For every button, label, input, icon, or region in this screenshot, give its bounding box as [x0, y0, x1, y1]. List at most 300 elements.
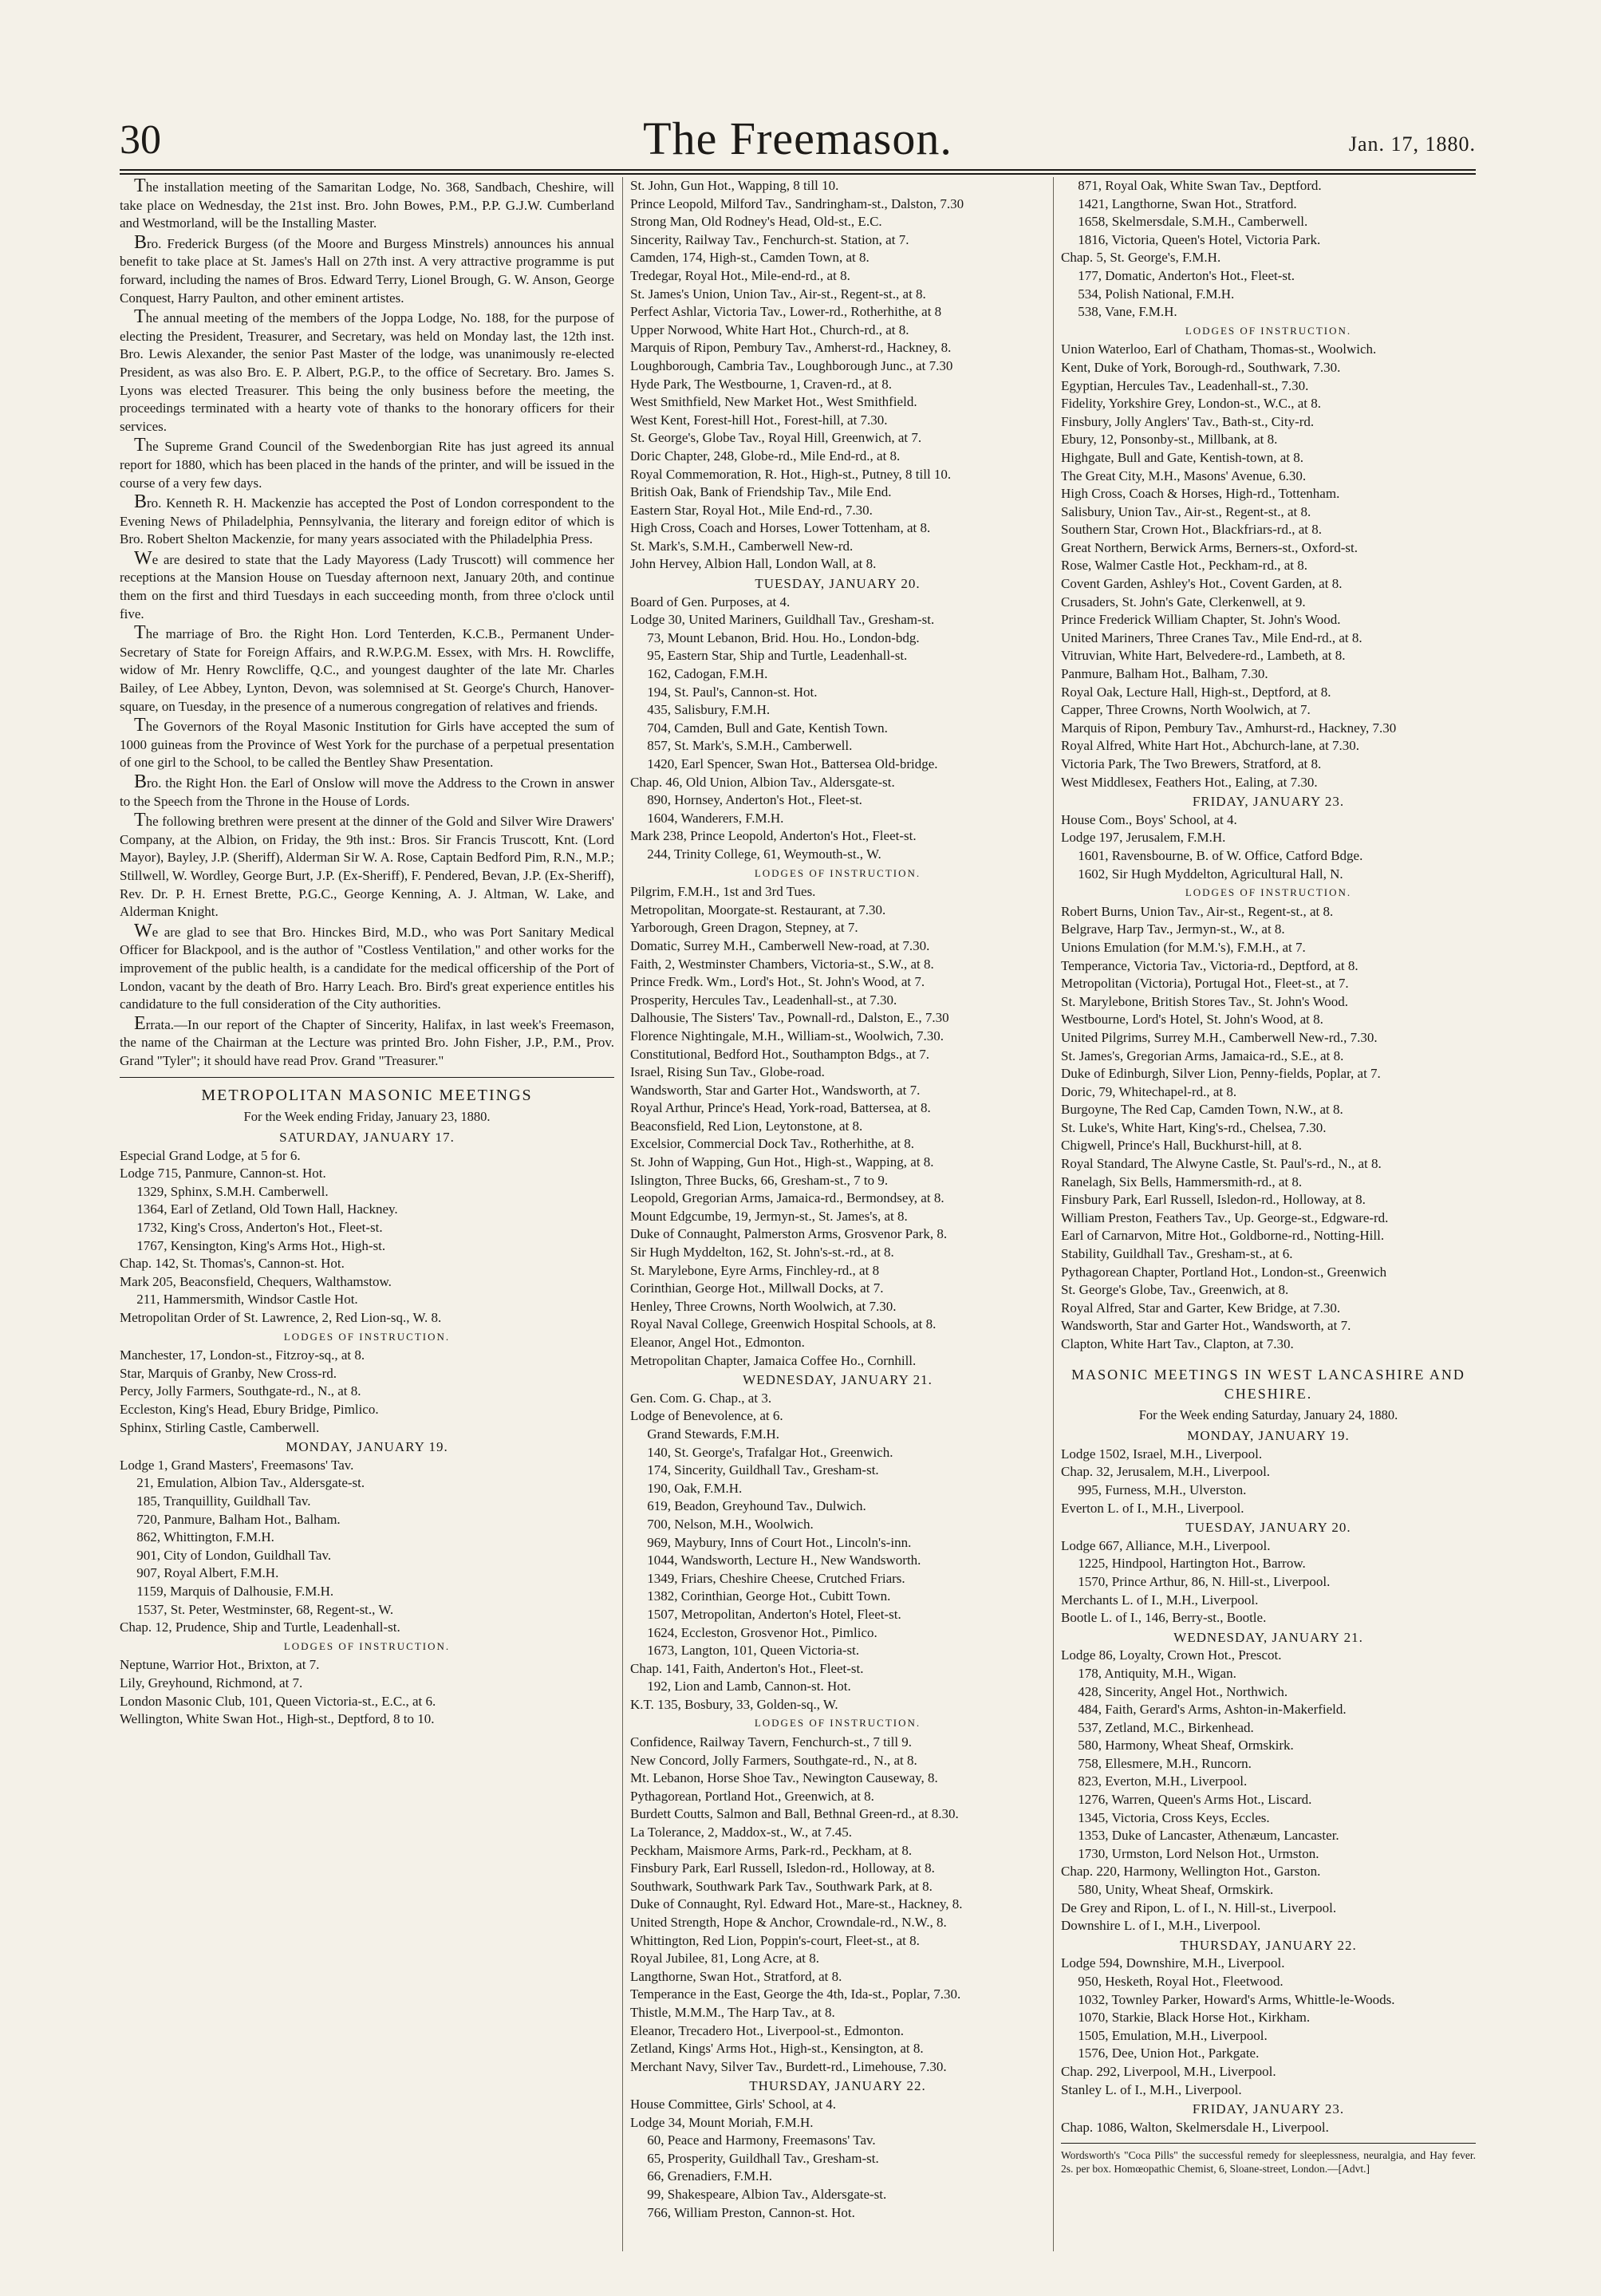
meeting-entry: Chigwell, Prince's Hall, Buckhurst-hill, at 8. [1061, 1138, 1302, 1154]
meeting-entry: Hyde Park, The Westbourne, 1, Craven-rd., at 8. [630, 376, 893, 392]
meeting-entry: 1032, Townley Parker, Howard's Arms, Whittle-le-Woods. [1061, 1991, 1395, 2007]
meeting-entry: Metropolitan Order of St. Lawrence, 2, Red Lion-sq., W. 8. [120, 1310, 442, 1326]
meeting-entry: 704, Camden, Bull and Gate, Kentish Town. [630, 720, 888, 736]
day-heading: SATURDAY, JANUARY 17. [279, 1130, 455, 1146]
meeting-entry: St. Marylebone, British Stores Tav., St. John's Wood. [1061, 993, 1349, 1009]
meeting-entry: Wandsworth, Star and Garter Hot., Wandsworth, at 7. [1061, 1318, 1351, 1334]
column-3 [1061, 177, 1476, 2283]
meeting-entry: 1604, Wanderers, F.M.H. [630, 810, 784, 826]
meeting-entry: Thistle, M.M.M., The Harp Tav., at 8. [630, 2004, 835, 2020]
meeting-list [1061, 177, 1476, 322]
meeting-entry: Robert Burns, Union Tav., Air-st., Regent-st., at 8. [1061, 903, 1334, 919]
meeting-entry: Duke of Connaught, Palmerston Arms, Grosvenor Park, 8. [630, 1226, 948, 1242]
meeting-entry: Prince Leopold, Milford Tav., Sandringham-st., Dalston, 7.30 [630, 195, 964, 211]
meeting-list [630, 1734, 1045, 2076]
news-paragraph: The Governors of the Royal Masonic Institution for Girls have accepted the sum of 1000 guineas from the Province of West York for the purchase of a perpetual presentation of one girl to the School, to be called the Bentley Shaw Presentation. [120, 715, 614, 771]
day-heading: THURSDAY, JANUARY 22. [749, 2078, 926, 2094]
meeting-entry: Lodge of Benevolence, at 6. [630, 1408, 783, 1424]
meeting-entry: Zetland, Kings' Arms Hot., High-st., Kensington, at 8. [630, 2041, 924, 2057]
meeting-entry: 871, Royal Oak, White Swan Tav., Deptford. [1061, 178, 1322, 193]
meeting-entry: The Great City, M.H., Masons' Avenue, 6.30. [1061, 467, 1307, 483]
meeting-entry: 1276, Warren, Queen's Arms Hot., Liscard. [1061, 1792, 1312, 1808]
meeting-entry: Yarborough, Green Dragon, Stepney, at 7. [630, 920, 858, 936]
meeting-entry: St. George's Globe, Tav., Greenwich, at 8. [1061, 1282, 1289, 1298]
meeting-entry: New Concord, Jolly Farmers, Southgate-rd., N., at 8. [630, 1752, 917, 1768]
header-rule [120, 169, 1476, 171]
meeting-entry: Mount Edgcumbe, 19, Jermyn-st., St. James's, at 8. [630, 1208, 908, 1224]
meeting-entry: Whittington, Red Lion, Poppin's-court, Fleet-st., at 8. [630, 1932, 920, 1948]
loi-heading: LODGES OF INSTRUCTION. [1185, 324, 1352, 337]
meeting-entry: Faith, 2, Westminster Chambers, Victoria-st., S.W., at 8. [630, 956, 934, 972]
masthead [120, 112, 1476, 168]
meeting-entry: 1382, Corinthian, George Hot., Cubitt Town. [630, 1588, 891, 1604]
news-paragraph: The Supreme Grand Council of the Swedenborgian Rite has just agreed its annual report for 1880, which has been placed in the hands of the printer, and will be issued in the course of a very few days. [120, 435, 614, 491]
meeting-entry: London Masonic Club, 101, Queen Victoria-st., E.C., at 6. [120, 1693, 436, 1709]
meeting-entry: Southern Star, Crown Hot., Blackfriars-rd., at 8. [1061, 522, 1322, 538]
meeting-entry: Lodge 715, Panmure, Cannon-st. Hot. [120, 1166, 326, 1182]
meeting-entry: 1364, Earl of Zetland, Old Town Hall, Hackney. [120, 1201, 398, 1217]
meeting-entry: St. John of Wapping, Gun Hot., High-st., Wapping, at 8. [630, 1154, 934, 1170]
meeting-entry: Chap. 5, St. George's, F.M.H. [1061, 250, 1221, 266]
day-heading: WEDNESDAY, JANUARY 21. [1173, 1629, 1363, 1645]
meeting-entry: 907, Royal Albert, F.M.H. [120, 1565, 279, 1581]
column-1 [120, 177, 614, 2283]
meeting-entry: Henley, Three Crowns, North Woolwich, at 7.30. [630, 1298, 897, 1314]
meeting-entry: St. George's, Globe Tav., Royal Hill, Greenwich, at 7. [630, 430, 922, 446]
meeting-entry: Perfect Ashlar, Victoria Tav., Lower-rd., Rotherhithe, at 8 [630, 304, 942, 320]
meeting-entry: Merchant Navy, Silver Tav., Burdett-rd., Limehouse, 7.30. [630, 2058, 947, 2074]
meeting-entry: Chap. 32, Jerusalem, M.H., Liverpool. [1061, 1464, 1271, 1480]
meeting-entry: 185, Tranquillity, Guildhall Tav. [120, 1493, 311, 1509]
meeting-entry: Ebury, 12, Ponsonby-st., Millbank, at 8. [1061, 432, 1278, 448]
meeting-entry: 192, Lion and Lamb, Cannon-st. Hot. [630, 1679, 851, 1694]
news-paragraph: We are glad to see that Bro. Hinckes Bird, M.D., who was Port Sanitary Medical Officer for Blackpool, and is the author of "Costless Ventilation," and other works for the improvement of the public health, is a candidate for the medical officership of the Port of London, vacant by the death of Bro. Harry Leach. Bro. Bird's great experience entitles his candidature to the full consideration of the City authorities. [120, 920, 614, 1012]
meeting-entry: 857, St. Mark's, S.M.H., Camberwell. [630, 738, 853, 754]
header-rule-thin [120, 173, 1476, 175]
meeting-entry: 950, Hesketh, Royal Hot., Fleetwood. [1061, 1974, 1284, 1989]
day-heading: FRIDAY, JANUARY 23. [1192, 794, 1345, 810]
meeting-entry: Marquis of Ripon, Pembury Tav., Amhurst-rd., Hackney, 7.30 [1061, 720, 1397, 736]
meeting-list [120, 1457, 614, 1637]
meeting-entry: 1159, Marquis of Dalhousie, F.M.H. [120, 1583, 334, 1599]
meeting-entry: Royal Naval College, Greenwich Hospital Schools, at 8. [630, 1316, 937, 1332]
loi-heading: LODGES OF INSTRUCTION. [754, 866, 921, 879]
meeting-entry: 1420, Earl Spencer, Swan Hot., Battersea Old-bridge. [630, 756, 938, 771]
day-heading: MONDAY, JANUARY 19. [286, 1439, 448, 1455]
meeting-entry: Stanley L. of I., M.H., Liverpool. [1061, 2081, 1242, 2097]
meeting-entry: 619, Beadon, Greyhound Tav., Dulwich. [630, 1498, 866, 1514]
meeting-entry: High Cross, Coach & Horses, High-rd., Tottenham. [1061, 486, 1340, 502]
meeting-entry: 1345, Victoria, Cross Keys, Eccles. [1061, 1809, 1270, 1825]
meeting-entry: 1353, Duke of Lancaster, Athenæum, Lancaster. [1061, 1828, 1339, 1844]
meeting-entry: Confidence, Railway Tavern, Fenchurch-st., 7 till 9. [630, 1734, 913, 1750]
meeting-entry: Duke of Edinburgh, Silver Lion, Penny-fields, Poplar, at 7. [1061, 1066, 1381, 1082]
newspaper-title: The Freemason. [643, 112, 952, 164]
meeting-entry: Clapton, White Hart Tav., Clapton, at 7.30. [1061, 1336, 1294, 1351]
meeting-entry: Lodge 1502, Israel, M.H., Liverpool. [1061, 1446, 1263, 1462]
meeting-entry: 580, Unity, Wheat Sheaf, Ormskirk. [1061, 1882, 1274, 1898]
news-paragraph: We are desired to state that the Lady Mayoress (Lady Truscott) will commence her receptions at the Mansion House on Tuesday afternoon next, January 20th, and continue them on the first and third Tuesdays in each succeeding month, from three o'clock until five. [120, 547, 614, 621]
meeting-entry: Prince Frederick William Chapter, St. John's Wood. [1061, 612, 1341, 628]
meeting-entry: 823, Everton, M.H., Liverpool. [1061, 1773, 1248, 1789]
meeting-entry: 1624, Eccleston, Grosvenor Hot., Pimlico. [630, 1624, 877, 1640]
day-heading: MONDAY, JANUARY 19. [1187, 1428, 1350, 1444]
meeting-entry: Corinthian, George Hot., Millwall Docks, at 7. [630, 1280, 884, 1296]
meeting-entry: Lodge 1, Grand Masters', Freemasons' Tav. [120, 1457, 354, 1473]
meeting-entry: Capper, Three Crowns, North Woolwich, at 7. [1061, 702, 1311, 718]
meeting-entry: Temperance, Victoria Tav., Victoria-rd., Deptford, at 8. [1061, 957, 1358, 973]
meeting-entry: 428, Sincerity, Angel Hot., Northwich. [1061, 1683, 1288, 1699]
meeting-entry: 162, Cadogan, F.M.H. [630, 666, 768, 682]
meeting-entry: Duke of Connaught, Ryl. Edward Hot., Mare-st., Hackney, 8. [630, 1896, 963, 1912]
news-paragraph: Bro. the Right Hon. the Earl of Onslow will move the Address to the Crown in answer to the Speech from the Throne in the House of Lords. [120, 771, 614, 809]
meeting-entry: Excelsior, Commercial Dock Tav., Rotherhithe, at 8. [630, 1136, 914, 1152]
meeting-entry: 1421, Langthorne, Swan Hot., Stratford. [1061, 195, 1297, 211]
meeting-entry: 995, Furness, M.H., Ulverston. [1061, 1481, 1247, 1497]
meeting-entry: 1816, Victoria, Queen's Hotel, Victoria Park. [1061, 231, 1321, 247]
column-divider [622, 177, 623, 2251]
meeting-entry: Wandsworth, Star and Garter Hot., Wandsworth, at 7. [630, 1082, 921, 1098]
meeting-entry: 1601, Ravensbourne, B. of W. Office, Catford Bdge. [1061, 847, 1363, 863]
news-paragraph: The installation meeting of the Samaritan Lodge, No. 368, Sandbach, Cheshire, will take place on Wednesday, the 21st inst. Bro. John Bowes, P.M., P.P. G.J.W. Cumberland and Westmorland, will be the Installing Master. [120, 177, 614, 231]
meeting-entry: Dalhousie, The Sisters' Tav., Pownall-rd., Dalston, E., 7.30 [630, 1010, 949, 1026]
meeting-entry: Kent, Duke of York, Borough-rd., Southwark, 7.30. [1061, 359, 1341, 375]
news-paragraph: The following brethren were present at the dinner of the Gold and Silver Wire Drawers' Company, at the Albion, on Friday, the 9th inst.: Bros. Sir Francis Truscott, Knt. (Lord Mayor), Bayley, J.P. (Sheriff), Alderman Sir W. A. Rose, Captain Bedford Pim, R.N., M.P.; Stillwell, W. Wordley, George Burt, J.P. (Ex-Sheriff), F. Pendered, Bevan, J.P. (Ex-Sheriff), Rev. Dr. P. H. Ernest Brette, P.G.C., George Kenning, A. J. Altman, W. Lake, and Alderman Knight. [120, 810, 614, 920]
meeting-entry: Mark 238, Prince Leopold, Anderton's Hot., Fleet-st. [630, 828, 917, 844]
meeting-entry: St. Luke's, White Hart, King's-rd., Chelsea, 7.30. [1061, 1119, 1327, 1135]
meeting-entry: Lodge 197, Jerusalem, F.M.H. [1061, 830, 1226, 846]
issue-date: Jan. 17, 1880. [1348, 132, 1476, 156]
page-number: 30 [120, 117, 161, 163]
meeting-entry: Belgrave, Harp Tav., Jermyn-st., W., at 8. [1061, 921, 1285, 937]
meeting-entry: Royal Standard, The Alwyne Castle, St. Paul's-rd., N., at 8. [1061, 1156, 1382, 1172]
meeting-entry: Ranelagh, Six Bells, Hammersmith-rd., at 8. [1061, 1174, 1303, 1189]
meeting-entry: 1505, Emulation, M.H., Liverpool. [1061, 2027, 1268, 2043]
meeting-entry: Doric, 79, Whitechapel-rd., at 8. [1061, 1083, 1237, 1099]
meeting-entry: Leopold, Gregorian Arms, Jamaica-rd., Bermondsey, at 8. [630, 1190, 944, 1206]
day-heading: WEDNESDAY, JANUARY 21. [743, 1372, 933, 1388]
meeting-entry: Mark 205, Beaconsfield, Chequers, Walthamstow. [120, 1273, 392, 1289]
meeting-entry: St. Mark's, S.M.H., Camberwell New-rd. [630, 538, 854, 554]
meeting-list [630, 594, 1045, 864]
meeting-entry: 720, Panmure, Balham Hot., Balham. [120, 1511, 341, 1527]
meeting-entry: Finsbury, Jolly Anglers' Tav., Bath-st., City-rd. [1061, 413, 1315, 429]
section-subtitle: For the Week ending Friday, January 23, 1880. [243, 1108, 491, 1124]
meeting-entry: Metropolitan (Victoria), Portugal Hot., Fleet-st., at 7. [1061, 976, 1349, 992]
meeting-entry: 73, Mount Lebanon, Brid. Hou. Ho., London-bdg. [630, 629, 920, 645]
meeting-entry: 211, Hammersmith, Windsor Castle Hot. [120, 1292, 358, 1308]
news-paragraphs [120, 177, 614, 1071]
meeting-entry: Eccleston, King's Head, Ebury Bridge, Pimlico. [120, 1402, 379, 1417]
meeting-entry: Star, Marquis of Granby, New Cross-rd. [120, 1365, 337, 1381]
meeting-entry: 766, William Preston, Cannon-st. Hot. [630, 2204, 855, 2220]
meeting-entry: Israel, Rising Sun Tav., Globe-road. [630, 1064, 825, 1080]
meeting-entry: Gen. Com. G. Chap., at 3. [630, 1390, 772, 1406]
meeting-list [1061, 1537, 1476, 1627]
meeting-entry: Strong Man, Old Rodney's Head, Old-st., E.C. [630, 214, 882, 230]
meeting-entry: Prince Fredk. Wm., Lord's Hot., St. John's Wood, at 7. [630, 974, 925, 990]
meeting-entry: 21, Emulation, Albion Tav., Aldersgate-st. [120, 1475, 365, 1491]
meeting-entry: Sincerity, Railway Tav., Fenchurch-st. Station, at 7. [630, 231, 909, 247]
day-heading: FRIDAY, JANUARY 23. [1192, 2101, 1345, 2117]
meeting-entry: Eastern Star, Royal Hot., Mile End-rd., 7.30. [630, 502, 873, 518]
loi-heading: LODGES OF INSTRUCTION. [1185, 886, 1352, 899]
meeting-entry: West Smithfield, New Market Hot., West Smithfield. [630, 394, 917, 410]
meeting-entry: 537, Zetland, M.C., Birkenhead. [1061, 1719, 1254, 1735]
meeting-entry: Bootle L. of I., 146, Berry-st., Bootle. [1061, 1610, 1267, 1626]
meeting-entry: Vitruvian, White Hart, Belvedere-rd., Lambeth, at 8. [1061, 648, 1346, 664]
meeting-entry: St. John, Gun Hot., Wapping, 8 till 10. [630, 178, 839, 193]
meeting-entry: Wellington, White Swan Hot., High-st., Deptford, 8 to 10. [120, 1711, 435, 1727]
meeting-entry: Percy, Jolly Farmers, Southgate-rd., N., at 8. [120, 1383, 361, 1399]
meeting-entry: 1044, Wandsworth, Lecture H., New Wandsworth. [630, 1552, 921, 1568]
meeting-entry: British Oak, Bank of Friendship Tav., Mile End. [630, 484, 892, 500]
meeting-entry: Prosperity, Hercules Tav., Leadenhall-st., at 7.30. [630, 992, 897, 1008]
loi-heading: LODGES OF INSTRUCTION. [754, 1717, 921, 1730]
section-title: MASONIC MEETINGS IN WEST LANCASHIRE AND CHESHIRE. [1071, 1366, 1465, 1402]
meeting-entry: Board of Gen. Purposes, at 4. [630, 594, 791, 610]
meeting-list [630, 1390, 1045, 1714]
loi-heading: LODGES OF INSTRUCTION. [283, 1639, 451, 1652]
news-paragraph: Bro. Frederick Burgess (of the Moore and Burgess Minstrels) announces his annual benefit to take place at St. James's Hall on 27th inst. A very attractive programme is put forward, including the names of Bros. Edward Terry, Lionel Brough, G. W. Anson, George Conquest, Harry Paulton, and other eminent artistes. [120, 231, 614, 306]
meeting-list [120, 1656, 614, 1728]
meeting-entry: 435, Salisbury, F.M.H. [630, 702, 771, 718]
meeting-entry: Royal Alfred, White Hart Hot., Abchurch-lane, at 7.30. [1061, 738, 1360, 754]
meeting-entry: Peckham, Maismore Arms, Park-rd., Peckham, at 8. [630, 1842, 913, 1858]
meeting-entry: 1349, Friars, Cheshire Cheese, Crutched Friars. [630, 1570, 905, 1586]
meeting-entry: United Pilgrims, Surrey M.H., Camberwell New-rd., 7.30. [1061, 1029, 1378, 1045]
meeting-entry: William Preston, Feathers Tav., Up. George-st., Edgware-rd. [1061, 1209, 1389, 1225]
meeting-entry: Crusaders, St. John's Gate, Clerkenwell, at 9. [1061, 594, 1306, 610]
meeting-entry: Royal Jubilee, 81, Long Acre, at 8. [630, 1951, 820, 1967]
meeting-entry: 1507, Metropolitan, Anderton's Hotel, Fleet-st. [630, 1606, 901, 1622]
meeting-entry: Royal Arthur, Prince's Head, York-road, Battersea, at 8. [630, 1100, 931, 1116]
meeting-entry: 1730, Urmston, Lord Nelson Hot., Urmston. [1061, 1845, 1319, 1861]
meeting-entry: Westbourne, Lord's Hotel, St. John's Wood, at 8. [1061, 1012, 1323, 1028]
meeting-entry: Rose, Walmer Castle Hot., Peckham-rd., at 8. [1061, 558, 1307, 574]
meeting-entry: Lily, Greyhound, Richmond, at 7. [120, 1675, 303, 1690]
meeting-entry: St. Marylebone, Eyre Arms, Finchley-rd., at 8 [630, 1262, 880, 1278]
meeting-list [1061, 1647, 1476, 1935]
meeting-entry: 1732, King's Cross, Anderton's Hot., Fleet-st. [120, 1220, 383, 1236]
meeting-entry: Florence Nightingale, M.H., William-st., Woolwich, 7.30. [630, 1028, 944, 1043]
meeting-entry: Downshire L. of I., M.H., Liverpool. [1061, 1918, 1261, 1934]
meeting-list [1061, 903, 1476, 1354]
meeting-entry: Finsbury Park, Earl Russell, Isledon-rd., Holloway, at 8. [630, 1860, 935, 1876]
day-heading: THURSDAY, JANUARY 22. [1180, 1937, 1357, 1953]
section-title: METROPOLITAN MASONIC MEETINGS [201, 1086, 533, 1104]
meeting-entry: 178, Antiquity, M.H., Wigan. [1061, 1665, 1236, 1681]
meeting-entry: Islington, Three Bucks, 66, Gresham-st., 7 to 9. [630, 1172, 889, 1188]
section-rule [120, 1077, 614, 1078]
meeting-entry: Chap. 142, St. Thomas's, Cannon-st. Hot. [120, 1256, 345, 1272]
meeting-entry: Finsbury Park, Earl Russell, Isledon-rd., Holloway, at 8. [1061, 1192, 1366, 1208]
meeting-entry: 901, City of London, Guildhall Tav. [120, 1547, 332, 1563]
meeting-list [1061, 341, 1476, 791]
meeting-entry: Covent Garden, Ashley's Hot., Covent Garden, at 8. [1061, 576, 1343, 592]
meeting-entry: Victoria Park, The Two Brewers, Stratford, at 8. [1061, 756, 1322, 771]
meeting-entry: 1570, Prince Arthur, 86, N. Hill-st., Liverpool. [1061, 1573, 1331, 1589]
meeting-entry: La Tolerance, 2, Maddox-st., W., at 7.45. [630, 1825, 852, 1840]
meeting-entry: Upper Norwood, White Hart Hot., Church-rd., at 8. [630, 322, 909, 337]
meeting-entry: Metropolitan Chapter, Jamaica Coffee Ho., Cornhill. [630, 1352, 917, 1368]
meeting-list [1061, 1955, 1476, 2099]
meeting-entry: Fidelity, Yorkshire Grey, London-st., W.C., at 8. [1061, 396, 1321, 412]
meeting-entry: Southwark, Southwark Park Tav., Southwark Park, at 8. [630, 1878, 933, 1894]
section-subtitle: For the Week ending Saturday, January 24, 1880. [1138, 1406, 1398, 1422]
meeting-entry: Chap. 46, Old Union, Albion Tav., Aldersgate-st. [630, 774, 895, 790]
meeting-entry: 1070, Starkie, Black Horse Hot., Kirkham. [1061, 2010, 1311, 2026]
meeting-entry: Doric Chapter, 248, Globe-rd., Mile End-rd., at 8. [630, 448, 901, 464]
news-paragraph: The annual meeting of the members of the Joppa Lodge, No. 188, for the purpose of electing the President, Treasurer, and Secretary, was held on Monday last, the 12th inst. Bro. Lewis Alexander, the senior Past Master of the lodge, was unanimously re-elected President, as was also Bro. E. P. Albert, P.G.P., to the office of Secretary. Bro. James S. Lyons was elected Treasurer. This being the only business before the meeting, the proceedings terminated with a hearty vote of thanks to the honorary officers for their services. [120, 306, 614, 434]
day-heading: TUESDAY, JANUARY 20. [1185, 1520, 1351, 1536]
meeting-entry: 65, Prosperity, Guildhall Tav., Gresham-st. [630, 2150, 879, 2166]
news-paragraph: The marriage of Bro. the Right Hon. Lord Tenterden, K.C.B., Permanent Under-Secretary of State for Foreign Affairs, and R.W.P.G.M. Essex, with Mrs. H. Rowcliffe, widow of Mr. Henry Rowcliffe, Q.C., and youngest daughter of the late Mr. Charles Bailey, of Lee Abbey, Lynton, Devon, was solemnised at St. George's Church, Hanover-square, on Tuesday, in the presence of a numerous congregation of relatives and friends. [120, 622, 614, 714]
meeting-entry: Lodge 667, Alliance, M.H., Liverpool. [1061, 1537, 1271, 1553]
meeting-entry: Chap. 292, Liverpool, M.H., Liverpool. [1061, 2063, 1276, 2079]
meeting-entry: Highgate, Bull and Gate, Kentish-town, at 8. [1061, 449, 1304, 465]
meeting-entry: John Hervey, Albion Hall, London Wall, at 8. [630, 556, 877, 572]
meeting-entry: 1329, Sphinx, S.M.H. Camberwell. [120, 1183, 329, 1199]
meeting-entry: Everton L. of I., M.H., Liverpool. [1061, 1500, 1244, 1516]
meeting-entry: West Kent, Forest-hill Hot., Forest-hill, at 7.30. [630, 412, 888, 428]
meeting-entry: Union Waterloo, Earl of Chatham, Thomas-st., Woolwich. [1061, 341, 1377, 357]
meeting-entry: Pythagorean, Portland Hot., Greenwich, at 8. [630, 1788, 874, 1804]
news-paragraph: Bro. Kenneth R. H. Mackenzie has accepted the Post of London correspondent to the Evening News of Philadelphia, Pennsylvania, the literary and foreign editor of which is Bro. Robert Shelton Mackenzie, for many years associated with the Philadelphia Press. [120, 491, 614, 547]
meeting-entry: Burgoyne, The Red Cap, Camden Town, N.W., at 8. [1061, 1102, 1343, 1118]
meeting-entry: Mt. Lebanon, Horse Shoe Tav., Newington Causeway, 8. [630, 1770, 938, 1786]
meeting-entry: Pilgrim, F.M.H., 1st and 3rd Tues. [630, 884, 816, 900]
meeting-entry: Sir Hugh Myddelton, 162, St. John's-st.-rd., at 8. [630, 1245, 894, 1260]
meeting-entry: 862, Whittington, F.M.H. [120, 1529, 274, 1545]
meeting-entry: Neptune, Warrior Hot., Brixton, at 7. [120, 1657, 320, 1673]
meeting-entry: House Committee, Girls' School, at 4. [630, 2096, 837, 2112]
meeting-entry: 1537, St. Peter, Westminster, 68, Regent-st., W. [120, 1601, 394, 1617]
meeting-entry: 890, Hornsey, Anderton's Hot., Fleet-st. [630, 792, 862, 808]
advertisement: Wordsworth's "Coca Pills" the successful remedy for sleeplessness, neuralgia, and Hay fever. 2s. per box. Homœopathic Chemist, 6, Sloane-street, London.—[Advt.] [1061, 2149, 1476, 2176]
meeting-entry: 538, Vane, F.M.H. [1061, 304, 1177, 320]
meeting-entry: 95, Eastern Star, Ship and Turtle, Leadenhall-st. [630, 648, 908, 664]
news-paragraph: Errata.—In our report of the Chapter of Sincerity, Halifax, in last week's Freemason, the name of the Chairman at the Lecture was printed Bro. John Fisher, J.P., P.M., Prov. Grand "Tyler"; it should have read Prov. Grand "Treasurer." [120, 1012, 614, 1068]
meeting-list [630, 177, 1045, 574]
loi-heading: LODGES OF INSTRUCTION. [283, 1330, 451, 1343]
meeting-entry: Chap. 220, Harmony, Wellington Hot., Garston. [1061, 1864, 1321, 1880]
meeting-entry: K.T. 135, Bosbury, 33, Golden-sq., W. [630, 1696, 838, 1712]
meeting-entry: Lodge 34, Mount Moriah, F.M.H. [630, 2114, 814, 2130]
meeting-entry: St. James's Union, Union Tav., Air-st., Regent-st., at 8. [630, 286, 926, 302]
meeting-entry: Great Northern, Berwick Arms, Berners-st., Oxford-st. [1061, 539, 1358, 555]
meeting-entry: Royal Oak, Lecture Hall, High-st., Deptford, at 8. [1061, 684, 1331, 700]
meeting-entry: 1658, Skelmersdale, S.M.H., Camberwell. [1061, 214, 1308, 230]
meeting-entry: United Strength, Hope & Anchor, Crowndale-rd., N.W., 8. [630, 1915, 947, 1930]
meeting-entry: 99, Shakespeare, Albion Tav., Aldersgate-st. [630, 2186, 887, 2202]
meeting-entry: Loughborough, Cambria Tav., Loughborough Junc., at 7.30 [630, 357, 953, 373]
meeting-entry: 1576, Dee, Union Hot., Parkgate. [1061, 2045, 1260, 2061]
meeting-list [120, 1347, 614, 1437]
meeting-list [120, 1147, 614, 1327]
meeting-entry: Tredegar, Royal Hot., Mile-end-rd., at 8. [630, 267, 850, 283]
meeting-entry: 1673, Langton, 101, Queen Victoria-st. [630, 1643, 860, 1659]
meeting-entry: Unions Emulation (for M.M.'s), F.M.H., at 7. [1061, 939, 1306, 955]
meeting-entry: Manchester, 17, London-st., Fitzroy-sq., at 8. [120, 1347, 365, 1363]
meeting-entry: West Middlesex, Feathers Hot., Ealing, at 7.30. [1061, 774, 1318, 790]
meeting-entry: Eleanor, Angel Hot., Edmonton. [630, 1335, 805, 1350]
meeting-entry: Stability, Guildhall Tav., Gresham-st., at 6. [1061, 1246, 1293, 1262]
meeting-entry: Sphinx, Stirling Castle, Camberwell. [120, 1419, 320, 1435]
meeting-entry: Marquis of Ripon, Pembury Tav., Amherst-rd., Hackney, 8. [630, 340, 952, 356]
meeting-entry: Chap. 12, Prudence, Ship and Turtle, Leadenhall-st. [120, 1619, 400, 1635]
meeting-list [630, 883, 1045, 1370]
meeting-entry: Burdett Coutts, Salmon and Ball, Bethnal Green-rd., at 8.30. [630, 1806, 959, 1822]
meeting-entry: Royal Alfred, Star and Garter, Kew Bridge, at 7.30. [1061, 1300, 1341, 1316]
meeting-entry: 1602, Sir Hugh Myddelton, Agricultural Hall, N. [1061, 866, 1343, 882]
meeting-entry: 969, Maybury, Inns of Court Hot., Lincoln's-inn. [630, 1534, 912, 1550]
meeting-entry: 194, St. Paul's, Cannon-st. Hot. [630, 684, 818, 700]
meeting-entry: 534, Polish National, F.M.H. [1061, 286, 1235, 302]
meeting-entry: Langthorne, Swan Hot., Stratford, at 8. [630, 1968, 842, 1984]
meeting-entry: 1767, Kensington, King's Arms Hot., High-st. [120, 1237, 386, 1253]
meeting-entry: Beaconsfield, Red Lion, Leytonstone, at 8. [630, 1118, 863, 1134]
meeting-entry: Chap. 141, Faith, Anderton's Hot., Fleet-st. [630, 1660, 864, 1676]
meeting-entry: Lodge 30, United Mariners, Guildhall Tav., Gresham-st. [630, 612, 935, 628]
meeting-entry: Salisbury, Union Tav., Air-st., Regent-st., at 8. [1061, 503, 1311, 519]
meeting-entry: 190, Oak, F.M.H. [630, 1480, 743, 1496]
meeting-entry: 177, Domatic, Anderton's Hot., Fleet-st. [1061, 267, 1295, 283]
meeting-list [1061, 2119, 1476, 2137]
meeting-entry: Panmure, Balham Hot., Balham, 7.30. [1061, 666, 1268, 682]
meeting-list [1061, 1446, 1476, 1517]
meeting-entry: Chap. 1086, Walton, Skelmersdale H., Liverpool. [1061, 2119, 1329, 2135]
meeting-entry: Grand Stewards, F.M.H. [630, 1426, 780, 1442]
meeting-entry: 484, Faith, Gerard's Arms, Ashton-in-Makerfield. [1061, 1702, 1347, 1718]
meeting-entry: Constitutional, Bedford Hot., Southampton Bdgs., at 7. [630, 1046, 929, 1062]
meeting-entry: 580, Harmony, Wheat Sheaf, Ormskirk. [1061, 1738, 1294, 1754]
meeting-entry: 758, Ellesmere, M.H., Runcorn. [1061, 1755, 1252, 1771]
meeting-entry: 244, Trinity College, 61, Weymouth-st., W. [630, 846, 881, 862]
meeting-entry: 1225, Hindpool, Hartington Hot., Barrow. [1061, 1556, 1306, 1572]
meeting-entry: Earl of Carnarvon, Mitre Hot., Goldborne-rd., Notting-Hill. [1061, 1228, 1385, 1244]
meeting-list [1061, 811, 1476, 883]
meeting-entry: Pythagorean Chapter, Portland Hot., London-st., Greenwich [1061, 1264, 1387, 1280]
advert-rule [1061, 2143, 1476, 2144]
meeting-entry: De Grey and Ripon, L. of I., N. Hill-st., Liverpool. [1061, 1900, 1337, 1915]
meeting-entry: 140, St. George's, Trafalgar Hot., Greenwich. [630, 1444, 893, 1460]
meeting-entry: Domatic, Surrey M.H., Camberwell New-road, at 7.30. [630, 937, 930, 953]
meeting-entry: Eleanor, Trecadero Hot., Liverpool-st., Edmonton. [630, 2022, 905, 2038]
meeting-entry: Merchants L. of I., M.H., Liverpool. [1061, 1592, 1259, 1608]
meeting-entry: Lodge 86, Loyalty, Crown Hot., Prescot. [1061, 1647, 1282, 1663]
meeting-entry: Royal Commemoration, R. Hot., High-st., Putney, 8 till 10. [630, 466, 952, 482]
meeting-entry: 700, Nelson, M.H., Woolwich. [630, 1516, 814, 1532]
column-2 [630, 177, 1045, 2283]
meeting-entry: High Cross, Coach and Horses, Lower Tottenham, at 8. [630, 520, 931, 536]
meeting-entry: Camden, 174, High-st., Camden Town, at 8. [630, 250, 870, 266]
meeting-entry: Lodge 594, Downshire, M.H., Liverpool. [1061, 1955, 1285, 1971]
meeting-entry: Temperance in the East, George the 4th, Ida-st., Poplar, 7.30. [630, 1986, 961, 2002]
meeting-list [630, 2096, 1045, 2222]
meeting-entry: House Com., Boys' School, at 4. [1061, 811, 1237, 827]
day-heading: TUESDAY, JANUARY 20. [755, 576, 921, 592]
meeting-entry: United Mariners, Three Cranes Tav., Mile End-rd., at 8. [1061, 629, 1362, 645]
meeting-entry: Egyptian, Hercules Tav., Leadenhall-st., 7.30. [1061, 377, 1309, 393]
column-divider [1053, 177, 1054, 2251]
meeting-entry: Especial Grand Lodge, at 5 for 6. [120, 1147, 301, 1163]
meeting-entry: Metropolitan, Moorgate-st. Restaurant, at 7.30. [630, 901, 886, 917]
meeting-entry: 174, Sincerity, Guildhall Tav., Gresham-st. [630, 1462, 879, 1478]
meeting-entry: 66, Grenadiers, F.M.H. [630, 2168, 773, 2184]
meeting-entry: 60, Peace and Harmony, Freemasons' Tav. [630, 2132, 876, 2148]
meeting-entry: St. James's, Gregorian Arms, Jamaica-rd., S.E., at 8. [1061, 1047, 1344, 1063]
